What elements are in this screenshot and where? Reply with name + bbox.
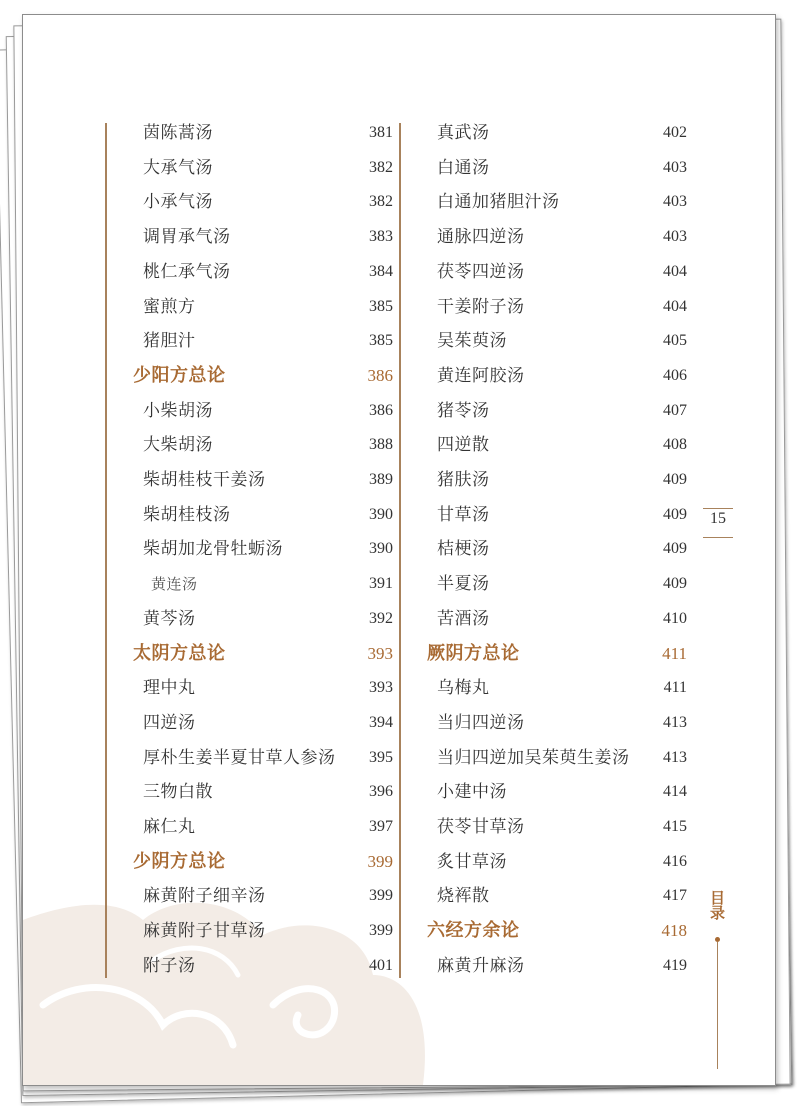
page-number: 15: [710, 510, 726, 527]
toc-entry-title: 附子汤: [143, 955, 196, 976]
toc-entry-title: 当归四逆汤: [437, 712, 525, 733]
toc-entry[interactable]: [427, 845, 687, 879]
toc-entry-title: 四逆散: [437, 435, 490, 456]
toc-entry[interactable]: [427, 741, 687, 775]
toc-entry[interactable]: [427, 428, 687, 462]
toc-entry-page-number: 409: [663, 540, 687, 558]
toc-entry-page-number: 408: [663, 436, 687, 454]
toc-entry-title: 烧裈散: [437, 886, 490, 907]
toc-entry-title: 茵陈蒿汤: [143, 123, 213, 143]
toc-entry-title: 麻黄附子甘草汤: [143, 921, 266, 942]
toc-section-heading[interactable]: [427, 914, 687, 948]
toc-entry[interactable]: [427, 324, 687, 358]
toc-entry-page-number: 381: [369, 124, 393, 141]
toc-entry-title: 猪胆汁: [143, 331, 196, 352]
toc-entry-title: 白通汤: [437, 157, 490, 178]
toc-entry-page-number: 403: [663, 193, 687, 211]
toc-entry[interactable]: [133, 602, 393, 636]
toc-entry-page-number: 399: [367, 851, 393, 871]
toc-entry[interactable]: [133, 810, 393, 844]
toc-entry-page-number: 390: [369, 505, 393, 523]
toc-entry-title: 猪苓汤: [437, 400, 490, 421]
toc-entry-page-number: 403: [663, 228, 687, 246]
toc-entry[interactable]: [133, 741, 393, 775]
toc-entry[interactable]: [133, 394, 393, 428]
toc-entry-page-number: 396: [369, 783, 393, 801]
toc-entry-page-number: 393: [367, 643, 393, 663]
toc-entry-title: 甘草汤: [437, 504, 490, 525]
toc-entry-page-number: 383: [369, 228, 393, 246]
toc-entry-title: 大柴胡汤: [143, 435, 213, 456]
toc-entry-title: 四逆汤: [143, 712, 196, 733]
toc-entry-page-number: 418: [661, 921, 687, 941]
toc-entry-page-number: 385: [369, 332, 393, 350]
toc-entry-page-number: 399: [369, 887, 393, 905]
toc-entry-title: 乌梅丸: [437, 678, 490, 699]
toc-entry-page-number: 409: [663, 575, 687, 593]
toc-entry-title: 通脉四逆汤: [437, 227, 525, 248]
toc-entry-page-number: 405: [663, 332, 687, 350]
toc-entry-page-number: 406: [663, 366, 687, 384]
toc-entry[interactable]: [133, 949, 393, 983]
toc-entry-title: 柴胡桂枝干姜汤: [143, 470, 266, 490]
toc-entry-title: 柴胡加龙骨牡蛎汤: [143, 539, 283, 560]
toc-entry[interactable]: [427, 290, 687, 324]
toc-entry-title: 茯苓甘草汤: [437, 817, 525, 837]
left-column-rule: [105, 123, 107, 978]
page-number-rule-bottom: [703, 537, 733, 538]
toc-entry[interactable]: [427, 949, 687, 983]
toc-entry-page-number: 394: [369, 713, 393, 731]
toc-entry-page-number: 382: [369, 193, 393, 211]
toc-entry-page-number: 395: [369, 748, 393, 766]
toc-entry-page-number: 416: [663, 852, 687, 870]
toc-entry-title: 吴茱萸汤: [437, 331, 507, 352]
toc-entry-page-number: 390: [369, 540, 393, 558]
toc-entry-title: 六经方余论: [427, 920, 520, 942]
toc-entry-title: 炙甘草汤: [437, 851, 507, 872]
toc-entry-title: 小建中汤: [437, 782, 507, 803]
toc-entry-page-number: 404: [663, 297, 687, 315]
toc-section-heading[interactable]: [133, 359, 393, 393]
toc-entry-title: 三物白散: [143, 782, 213, 803]
toc-entry-page-number: 386: [367, 365, 393, 385]
toc-entry[interactable]: [427, 498, 687, 532]
toc-entry-page-number: 409: [663, 505, 687, 523]
toc-entry-title: 半夏汤: [437, 574, 490, 595]
right-column-rule: [399, 123, 401, 978]
toc-entry-page-number: 393: [369, 679, 393, 697]
toc-entry-title: 麻黄附子细辛汤: [143, 886, 266, 907]
toc-entry-page-number: 403: [663, 158, 687, 176]
toc-entry[interactable]: [133, 428, 393, 462]
toc-entry-title: 少阳方总论: [133, 364, 226, 386]
toc-entry[interactable]: [427, 775, 687, 809]
side-label-line: [717, 942, 718, 1069]
toc-entry[interactable]: [133, 706, 393, 740]
toc-entry-title: 理中丸: [143, 678, 196, 699]
toc-entry-page-number: 413: [663, 713, 687, 731]
toc-entry[interactable]: [133, 914, 393, 948]
toc-entry-page-number: 385: [369, 297, 393, 315]
toc-entry-page-number: 413: [663, 748, 687, 766]
toc-entry[interactable]: [427, 463, 687, 497]
toc-entry-title: 真武汤: [437, 123, 490, 143]
toc-entry[interactable]: [133, 532, 393, 566]
toc-entry[interactable]: [427, 602, 687, 636]
toc-entry-title: 麻黄升麻汤: [437, 955, 525, 976]
toc-entry[interactable]: [133, 671, 393, 705]
toc-section-heading[interactable]: [133, 637, 393, 671]
toc-entry[interactable]: [133, 151, 393, 185]
toc-entry-page-number: 414: [663, 783, 687, 801]
toc-entry-title: 调胃承气汤: [143, 227, 231, 248]
toc-entry[interactable]: [133, 116, 393, 150]
page-number-rule-top: [703, 508, 733, 509]
toc-entry-title: 干姜附子汤: [437, 296, 525, 317]
toc-entry[interactable]: [133, 290, 393, 324]
toc-entry[interactable]: [427, 879, 687, 913]
toc-entry[interactable]: [427, 151, 687, 185]
toc-entry[interactable]: [427, 255, 687, 289]
toc-entry-title: 蜜煎方: [143, 296, 196, 317]
toc-entry-page-number: 409: [663, 471, 687, 488]
toc-entry-title: 小承气汤: [143, 192, 213, 213]
toc-entry[interactable]: [427, 220, 687, 254]
toc-entry-page-number: 411: [662, 643, 687, 663]
toc-entry-page-number: 386: [369, 401, 393, 419]
toc-entry-page-number: 404: [663, 262, 687, 280]
toc-entry-title: 桃仁承气汤: [143, 261, 231, 282]
toc-entry-title: 黄连阿胶汤: [437, 365, 525, 386]
toc-entry-page-number: 411: [663, 679, 687, 697]
toc-entry[interactable]: [133, 185, 393, 219]
toc-entry-title: 厥阴方总论: [427, 642, 520, 664]
toc-entry-page-number: 419: [663, 956, 687, 974]
toc-entry[interactable]: [133, 463, 393, 497]
toc-entry-title: 大承气汤: [143, 157, 213, 178]
toc-entry[interactable]: [427, 671, 687, 705]
toc-entry-page-number: 382: [369, 158, 393, 176]
toc-entry-title: 猪肤汤: [437, 470, 490, 490]
toc-entry[interactable]: [133, 567, 393, 601]
toc-entry[interactable]: [427, 116, 687, 150]
toc-entry-title: 少阴方总论: [133, 850, 226, 872]
toc-entry-title: 黄芩汤: [143, 608, 196, 629]
toc-entry-page-number: 389: [369, 471, 393, 488]
toc-right-column: [427, 116, 687, 976]
toc-entry-page-number: 391: [369, 575, 393, 593]
toc-entry[interactable]: [133, 324, 393, 358]
toc-entry-page-number: 410: [663, 609, 687, 627]
toc-entry-title: 厚朴生姜半夏甘草人参汤: [143, 747, 336, 768]
toc-entry-title: 柴胡桂枝汤: [143, 504, 231, 525]
toc-entry-page-number: 407: [663, 401, 687, 419]
toc-entry[interactable]: [427, 567, 687, 601]
toc-entry[interactable]: [427, 706, 687, 740]
toc-entry[interactable]: [133, 220, 393, 254]
toc-entry-page-number: 401: [369, 956, 393, 974]
toc-entry[interactable]: [133, 498, 393, 532]
toc-entry[interactable]: [427, 185, 687, 219]
toc-entry-title: 白通加猪胆汁汤: [437, 192, 560, 213]
toc-entry-page-number: 402: [663, 124, 687, 141]
toc-entry-title: 黄连汤: [151, 575, 198, 594]
section-side-label: 目录: [708, 890, 726, 920]
toc-entry-page-number: 388: [369, 436, 393, 454]
toc-entry-page-number: 415: [663, 818, 687, 835]
toc-entry[interactable]: [133, 775, 393, 809]
toc-entry[interactable]: [427, 359, 687, 393]
toc-entry[interactable]: [133, 879, 393, 913]
toc-left-column: [133, 116, 393, 976]
toc-section-heading[interactable]: [133, 845, 393, 879]
toc-entry[interactable]: [427, 810, 687, 844]
toc-entry[interactable]: [133, 255, 393, 289]
toc-entry[interactable]: [427, 532, 687, 566]
toc-entry-title: 小柴胡汤: [143, 400, 213, 421]
toc-entry[interactable]: [427, 394, 687, 428]
toc-entry-page-number: 399: [369, 922, 393, 940]
toc-section-heading[interactable]: [427, 637, 687, 671]
toc-entry-page-number: 384: [369, 262, 393, 280]
toc-page: [22, 14, 776, 1086]
toc-entry-title: 桔梗汤: [437, 539, 490, 560]
toc-entry-title: 茯苓四逆汤: [437, 261, 525, 282]
toc-entry-title: 当归四逆加吴茱萸生姜汤: [437, 747, 630, 768]
toc-entry-page-number: 397: [369, 818, 393, 835]
toc-entry-page-number: 392: [369, 609, 393, 627]
toc-entry-title: 苦酒汤: [437, 608, 490, 629]
toc-entry-title: 太阴方总论: [133, 642, 226, 664]
toc-entry-title: 麻仁丸: [143, 817, 196, 837]
toc-entry-page-number: 417: [663, 887, 687, 905]
